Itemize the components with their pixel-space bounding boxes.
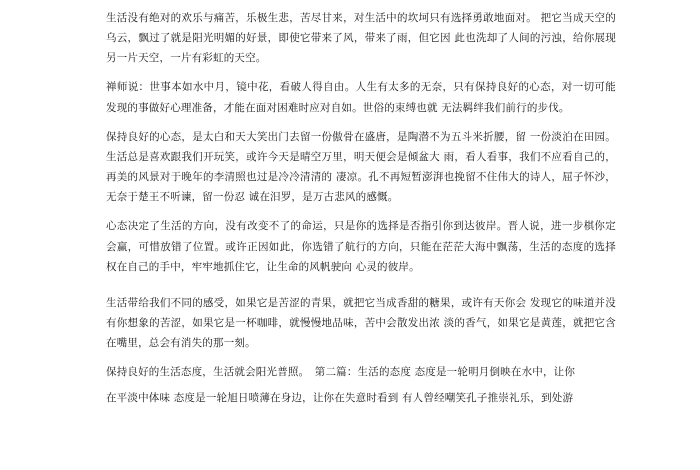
- paragraph: 保持良好的生活态度，生活就会阳光普照。 第二篇：生活的态度 态度是一轮明月倒映在水中，让你: [106, 366, 576, 379]
- document-body: [106, 8, 616, 408]
- paragraph: 心态决定了生活的方向，没有改变不了的命运，只是你的选择是否指引你到达彼岸。晋人说，进一步棋你定会赢，可惜放错了位置。或许正因如此，你选错了航行的方向，只能在茫茫大海中飘荡，生活的态度的选择权在自己的手中，牢牢地抓住它，让生命的风帆驶向 心灵的彼岸。: [106, 220, 616, 273]
- paragraph: 在平淡中体味 态度是一轮旭日喷薄在身边，让你在失意时看到 有人曾经嘲笑孔子推崇礼乐，到处游: [106, 391, 574, 404]
- paragraph: 禅师说：世事本如水中月，镜中花，看破人得自由。人生有太多的无奈，只有保持良好的心态，对一切可能发现的事做好心理准备，才能在面对困难时应对自如。世俗的束缚也就 无法羁绊我们前行的步伐。: [106, 81, 616, 114]
- paragraph: 生活带给我们不同的感受，如果它是苦涩的青果，就把它当成香甜的糖果，或许有天你会 发现它的味道并没有你想象的苦涩，如果它是一杯咖啡，就慢慢地品味，苦中会散发出浓 淡的香气，如果它是黄莲，就把它含在嘴里，总会有消失的那一刻。: [106, 296, 616, 350]
- paragraph: 保持良好的心态，是太白和天大笑出门去留一份傲骨在盛唐，是陶潜不为五斗米折腰，留 一份淡泊在田园。生活总是喜欢跟我们开玩笑，或许今天是晴空万里，明天便会是倾盆大 雨，看人看事，我们不应看自己的，再美的风景对于晚年的李清照也过是冷冷清清的 凄凉。孔不再短暂澎湃也挽留不住伟大的诗人，屈子怀沙，无奈于楚王不听谏，留一份忍 诚在汨罗，是万古悲风的感慨。: [106, 130, 616, 204]
- paragraph: 生活没有绝对的欢乐与痛苦，乐极生悲，苦尽甘来，对生活中的坎坷只有选择勇敢地面对。 把它当成天空的乌云，飘过了就是阳光明媚的好景，即使它带来了风，带来了雨，但它因 此也洗却了人间的污浊，给你展现另一片天空，一片有彩虹的天空。: [106, 12, 616, 65]
